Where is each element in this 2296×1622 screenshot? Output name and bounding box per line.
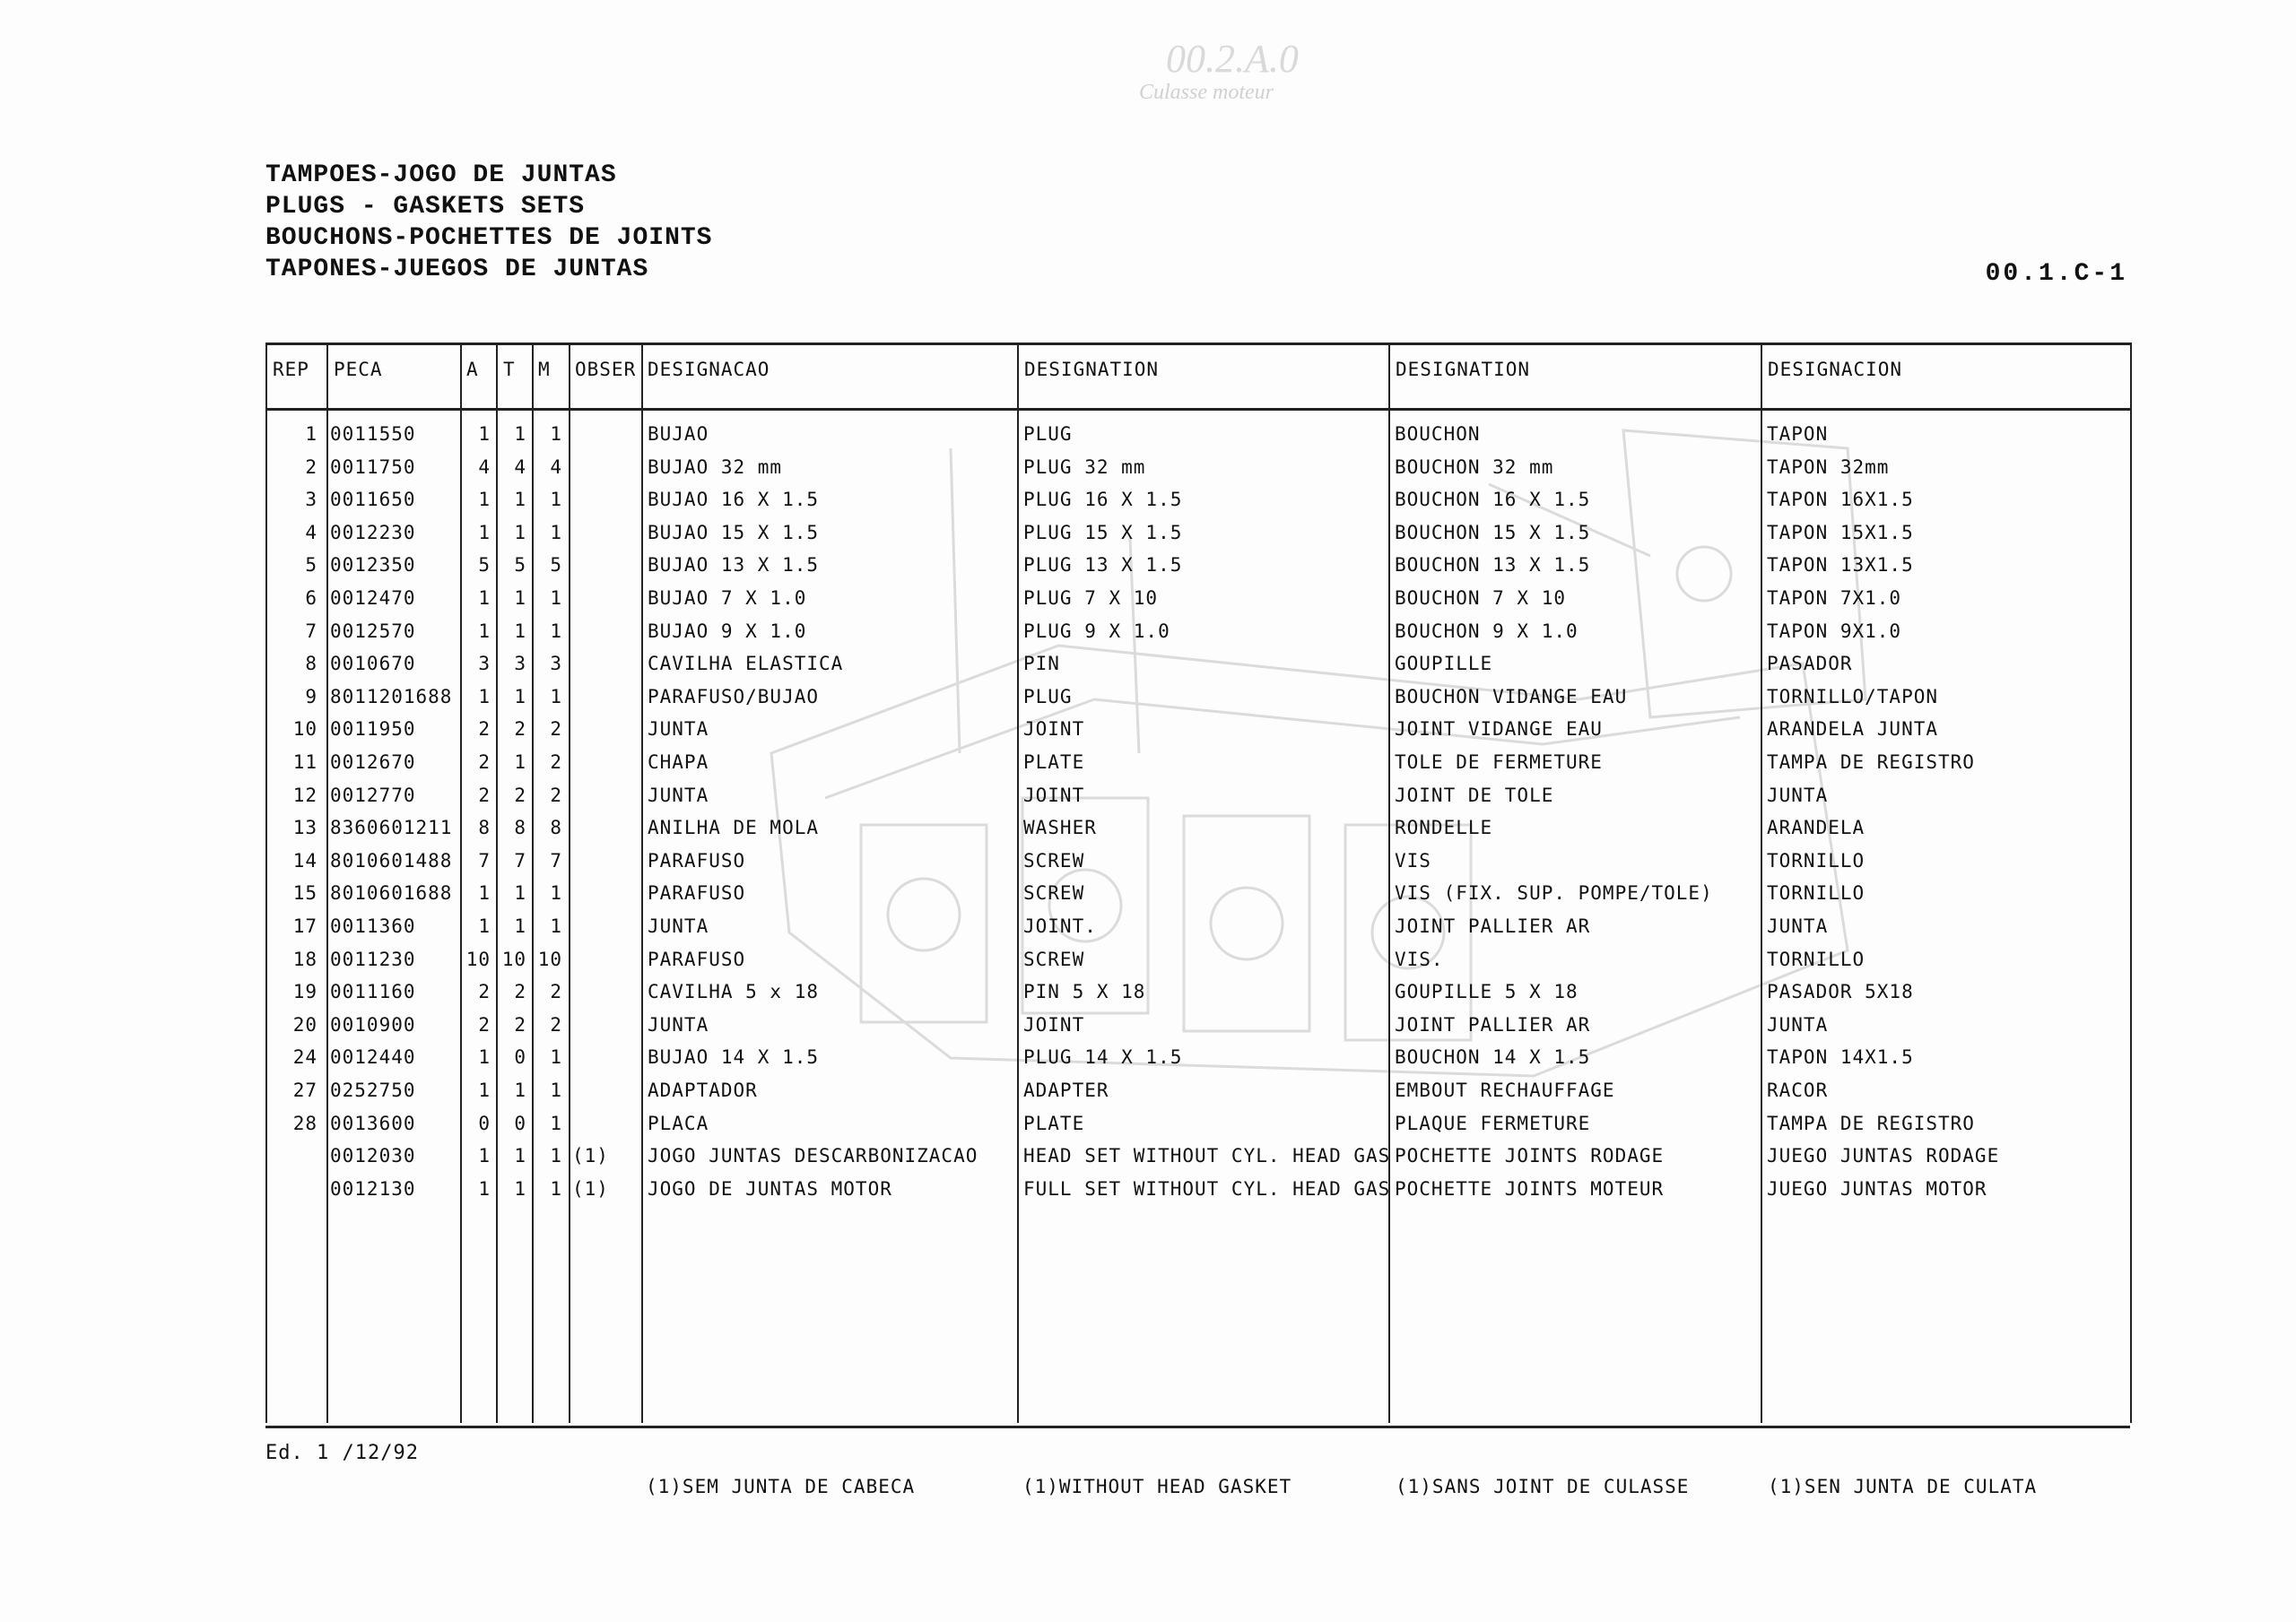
qty-t-cell: 1 bbox=[514, 423, 526, 445]
designacion-cell: TORNILLO bbox=[1767, 849, 1866, 872]
designacion-cell: JUNTA bbox=[1767, 1013, 1829, 1036]
table-row bbox=[265, 522, 2131, 555]
designation-en-cell: PLUG bbox=[1023, 685, 1073, 707]
qty-m-cell: 1 bbox=[550, 521, 562, 543]
qty-a-cell: 1 bbox=[478, 1080, 491, 1101]
qty-m-cell: 1 bbox=[550, 489, 562, 511]
designation-en-cell: PLATE bbox=[1023, 1112, 1085, 1134]
designation-fr-cell: BOUCHON VIDANGE EAU bbox=[1395, 685, 1628, 707]
header-m: M bbox=[538, 359, 551, 380]
header-peca: PECA bbox=[334, 359, 383, 380]
obser-cell: (1) bbox=[572, 1177, 609, 1200]
designacion-cell: PASADOR 5X18 bbox=[1767, 981, 1914, 1003]
part-number-cell: 0012470 bbox=[330, 587, 416, 609]
qty-a-cell: 10 bbox=[465, 948, 491, 970]
qty-t-cell: 10 bbox=[501, 948, 526, 970]
designacion-cell: TAPON 15X1.5 bbox=[1767, 521, 1914, 543]
designation-en-cell: SCREW bbox=[1023, 882, 1085, 905]
designacao-cell: CAVILHA ELASTICA bbox=[648, 653, 844, 675]
qty-t-cell: 1 bbox=[514, 587, 526, 609]
header-designation-fr: DESIGNATION bbox=[1396, 359, 1531, 380]
qty-a-cell: 1 bbox=[478, 521, 491, 543]
designacion-cell: TORNILLO bbox=[1767, 948, 1866, 970]
rep-cell: 28 bbox=[292, 1112, 317, 1134]
qty-a-cell: 1 bbox=[478, 620, 491, 642]
designacao-cell: PARAFUSO bbox=[648, 948, 746, 970]
designacao-cell: BUJAO 7 X 1.0 bbox=[648, 587, 807, 609]
designacao-cell: CHAPA bbox=[648, 751, 709, 773]
header-designacao: DESIGNACAO bbox=[648, 359, 770, 380]
designation-en-cell: PLUG 7 X 10 bbox=[1023, 587, 1159, 609]
part-number-cell: 0013600 bbox=[330, 1112, 416, 1134]
designation-en-cell: PIN bbox=[1023, 653, 1060, 675]
designation-fr-cell: BOUCHON 9 X 1.0 bbox=[1395, 620, 1578, 642]
designacao-cell: ADAPTADOR bbox=[648, 1080, 758, 1101]
rep-cell: 15 bbox=[292, 882, 317, 905]
table-row bbox=[265, 1080, 2131, 1113]
designation-en-cell: PLUG 13 X 1.5 bbox=[1023, 554, 1183, 577]
qty-m-cell: 1 bbox=[550, 915, 562, 937]
designacion-cell: TAPON 16X1.5 bbox=[1767, 489, 1914, 511]
part-number-cell: 0012030 bbox=[330, 1145, 416, 1167]
part-number-cell: 0011360 bbox=[330, 915, 416, 937]
rep-cell: 11 bbox=[292, 751, 317, 773]
part-number-cell: 0011750 bbox=[330, 455, 416, 478]
designacion-cell: TAPON 13X1.5 bbox=[1767, 554, 1914, 577]
qty-a-cell: 2 bbox=[478, 718, 491, 741]
qty-m-cell: 7 bbox=[550, 849, 562, 872]
qty-a-cell: 1 bbox=[478, 685, 491, 707]
page-reference: 00.1.C-1 bbox=[1985, 260, 2127, 288]
designation-en-cell: FULL SET WITHOUT CYL. HEAD GAS bbox=[1023, 1177, 1391, 1200]
qty-m-cell: 1 bbox=[550, 1080, 562, 1101]
part-number-cell: 0012130 bbox=[330, 1177, 416, 1200]
qty-t-cell: 1 bbox=[514, 882, 526, 905]
part-number-cell: 0011650 bbox=[330, 489, 416, 511]
designation-fr-cell: JOINT PALLIER AR bbox=[1395, 915, 1591, 937]
part-number-cell: 0012230 bbox=[330, 521, 416, 543]
rep-cell: 10 bbox=[292, 718, 317, 741]
designacion-cell: TAMPA DE REGISTRO bbox=[1767, 751, 1975, 773]
designacao-cell: CAVILHA 5 x 18 bbox=[648, 981, 820, 1003]
designation-fr-cell: RONDELLE bbox=[1395, 817, 1493, 839]
qty-m-cell: 1 bbox=[550, 882, 562, 905]
designacao-cell: BUJAO 14 X 1.5 bbox=[648, 1046, 820, 1069]
designacion-cell: TAPON 14X1.5 bbox=[1767, 1046, 1914, 1069]
qty-m-cell: 1 bbox=[550, 587, 562, 609]
table-row bbox=[265, 1178, 2131, 1211]
header-separator bbox=[265, 408, 2132, 411]
designacao-cell: JUNTA bbox=[648, 718, 709, 741]
part-number-cell: 0012570 bbox=[330, 620, 416, 642]
qty-a-cell: 1 bbox=[478, 882, 491, 905]
qty-a-cell: 8 bbox=[478, 817, 491, 839]
qty-t-cell: 1 bbox=[514, 685, 526, 707]
designacion-cell: TAPON 32mm bbox=[1767, 455, 1890, 478]
designacao-cell: JUNTA bbox=[648, 784, 709, 806]
qty-a-cell: 1 bbox=[478, 1046, 491, 1069]
qty-a-cell: 1 bbox=[478, 915, 491, 937]
table-row bbox=[265, 915, 2131, 949]
designation-en-cell: PLUG bbox=[1023, 423, 1073, 445]
qty-a-cell: 4 bbox=[478, 455, 491, 478]
designacao-cell: PARAFUSO bbox=[648, 849, 746, 872]
rep-cell: 6 bbox=[305, 587, 317, 609]
qty-t-cell: 5 bbox=[514, 554, 526, 577]
rep-cell: 13 bbox=[292, 817, 317, 839]
table-row bbox=[265, 751, 2131, 785]
table-row bbox=[265, 850, 2131, 883]
table-row bbox=[265, 1046, 2131, 1080]
table-row bbox=[265, 718, 2131, 751]
part-number-cell: 0012440 bbox=[330, 1046, 416, 1069]
qty-t-cell: 2 bbox=[514, 718, 526, 741]
title-portuguese: TAMPOES-JOGO DE JUNTAS bbox=[265, 161, 617, 189]
designation-en-cell: PLUG 14 X 1.5 bbox=[1023, 1046, 1183, 1069]
designation-fr-cell: JOINT PALLIER AR bbox=[1395, 1013, 1591, 1036]
designation-en-cell: SCREW bbox=[1023, 948, 1085, 970]
qty-t-cell: 1 bbox=[514, 751, 526, 773]
designation-en-cell: JOINT bbox=[1023, 784, 1085, 806]
qty-t-cell: 1 bbox=[514, 620, 526, 642]
designacao-cell: ANILHA DE MOLA bbox=[648, 817, 820, 839]
obser-cell: (1) bbox=[572, 1145, 609, 1167]
table-row bbox=[265, 686, 2131, 719]
designacao-cell: JOGO JUNTAS DESCARBONIZACAO bbox=[648, 1145, 978, 1167]
table-row bbox=[265, 785, 2131, 818]
qty-m-cell: 1 bbox=[550, 620, 562, 642]
rep-cell: 12 bbox=[292, 784, 317, 806]
qty-a-cell: 1 bbox=[478, 587, 491, 609]
designation-fr-cell: POCHETTE JOINTS MOTEUR bbox=[1395, 1177, 1665, 1200]
part-number-cell: 0011950 bbox=[330, 718, 416, 741]
rep-cell: 14 bbox=[292, 849, 317, 872]
qty-a-cell: 2 bbox=[478, 981, 491, 1003]
rep-cell: 2 bbox=[305, 455, 317, 478]
designation-fr-cell: POCHETTE JOINTS RODAGE bbox=[1395, 1145, 1665, 1167]
header-obser: OBSER bbox=[575, 359, 637, 380]
designacao-cell: BUJAO 15 X 1.5 bbox=[648, 521, 820, 543]
designacion-cell: TAPON 9X1.0 bbox=[1767, 620, 1902, 642]
rep-cell: 18 bbox=[292, 948, 317, 970]
part-number-cell: 8010601688 bbox=[330, 882, 453, 905]
rep-cell: 3 bbox=[305, 489, 317, 511]
table-row bbox=[265, 653, 2131, 686]
table-row bbox=[265, 423, 2131, 456]
table-row bbox=[265, 981, 2131, 1014]
header-designation-en: DESIGNATION bbox=[1024, 359, 1160, 380]
qty-m-cell: 1 bbox=[550, 685, 562, 707]
qty-t-cell: 3 bbox=[514, 653, 526, 675]
part-number-cell: 8010601488 bbox=[330, 849, 453, 872]
footnote-french: (1)SANS JOINT DE CULASSE bbox=[1396, 1476, 1690, 1497]
header-rep: REP bbox=[273, 359, 309, 380]
part-number-cell: 0252750 bbox=[330, 1080, 416, 1101]
table-row bbox=[265, 620, 2131, 654]
qty-a-cell: 1 bbox=[478, 489, 491, 511]
table-row bbox=[265, 1014, 2131, 1047]
table-row bbox=[265, 554, 2131, 587]
part-number-cell: 0011160 bbox=[330, 981, 416, 1003]
designacao-cell: PARAFUSO/BUJAO bbox=[648, 685, 820, 707]
designacion-cell: JUNTA bbox=[1767, 915, 1829, 937]
qty-m-cell: 2 bbox=[550, 1013, 562, 1036]
designacion-cell: TORNILLO bbox=[1767, 882, 1866, 905]
qty-a-cell: 1 bbox=[478, 1145, 491, 1167]
qty-t-cell: 1 bbox=[514, 521, 526, 543]
qty-t-cell: 1 bbox=[514, 489, 526, 511]
qty-m-cell: 10 bbox=[537, 948, 562, 970]
designation-en-cell: PLUG 15 X 1.5 bbox=[1023, 521, 1183, 543]
rep-cell: 17 bbox=[292, 915, 317, 937]
part-number-cell: 0010900 bbox=[330, 1013, 416, 1036]
qty-a-cell: 1 bbox=[478, 423, 491, 445]
footnote-english: (1)WITHOUT HEAD GASKET bbox=[1022, 1476, 1292, 1497]
qty-m-cell: 8 bbox=[550, 817, 562, 839]
qty-a-cell: 1 bbox=[478, 1177, 491, 1200]
designacao-cell: PLACA bbox=[648, 1112, 709, 1134]
qty-m-cell: 3 bbox=[550, 653, 562, 675]
header-designacion: DESIGNACION bbox=[1768, 359, 1903, 380]
designacion-cell: JUEGO JUNTAS RODAGE bbox=[1767, 1145, 2000, 1167]
table-row bbox=[265, 489, 2131, 522]
designation-fr-cell: BOUCHON bbox=[1395, 423, 1481, 445]
rep-cell: 4 bbox=[305, 521, 317, 543]
document-titles bbox=[265, 160, 712, 285]
designation-en-cell: JOINT bbox=[1023, 718, 1085, 741]
qty-m-cell: 2 bbox=[550, 718, 562, 741]
designation-fr-cell: VIS bbox=[1395, 849, 1431, 872]
designation-fr-cell: GOUPILLE bbox=[1395, 653, 1493, 675]
designation-fr-cell: VIS. bbox=[1395, 948, 1444, 970]
qty-m-cell: 4 bbox=[550, 455, 562, 478]
designacion-cell: TAPON bbox=[1767, 423, 1829, 445]
qty-t-cell: 7 bbox=[514, 849, 526, 872]
designation-fr-cell: BOUCHON 16 X 1.5 bbox=[1395, 489, 1591, 511]
qty-t-cell: 4 bbox=[514, 455, 526, 478]
designacion-cell: PASADOR bbox=[1767, 653, 1853, 675]
part-number-cell: 0011550 bbox=[330, 423, 416, 445]
title-french: BOUCHONS-POCHETTES DE JOINTS bbox=[265, 224, 713, 252]
table-row bbox=[265, 817, 2131, 850]
designacion-cell: JUEGO JUNTAS MOTOR bbox=[1767, 1177, 1987, 1200]
qty-a-cell: 2 bbox=[478, 1013, 491, 1036]
table-row bbox=[265, 1145, 2131, 1178]
designacion-cell: RACOR bbox=[1767, 1080, 1829, 1101]
edition-date: Ed. 1 /12/92 bbox=[265, 1442, 419, 1464]
qty-m-cell: 1 bbox=[550, 423, 562, 445]
part-number-cell: 8360601211 bbox=[330, 817, 453, 839]
qty-t-cell: 2 bbox=[514, 1013, 526, 1036]
table-row bbox=[265, 1113, 2131, 1146]
designation-en-cell: PIN 5 X 18 bbox=[1023, 981, 1146, 1003]
qty-t-cell: 1 bbox=[514, 915, 526, 937]
qty-a-cell: 2 bbox=[478, 784, 491, 806]
rep-cell: 1 bbox=[305, 423, 317, 445]
designation-en-cell: SCREW bbox=[1023, 849, 1085, 872]
qty-a-cell: 0 bbox=[478, 1112, 491, 1134]
qty-m-cell: 2 bbox=[550, 751, 562, 773]
designation-fr-cell: TOLE DE FERMETURE bbox=[1395, 751, 1603, 773]
designation-en-cell: JOINT. bbox=[1023, 915, 1097, 937]
qty-t-cell: 1 bbox=[514, 1177, 526, 1200]
qty-t-cell: 0 bbox=[514, 1112, 526, 1134]
qty-m-cell: 1 bbox=[550, 1046, 562, 1069]
designation-en-cell: PLATE bbox=[1023, 751, 1085, 773]
rep-cell: 9 bbox=[305, 685, 317, 707]
qty-a-cell: 2 bbox=[478, 751, 491, 773]
designacion-cell: TAPON 7X1.0 bbox=[1767, 587, 1902, 609]
part-number-cell: 0012670 bbox=[330, 751, 416, 773]
designation-fr-cell: BOUCHON 13 X 1.5 bbox=[1395, 554, 1591, 577]
title-spanish: TAPONES-JUEGOS DE JUNTAS bbox=[265, 256, 649, 283]
handwritten-sub-note: Culasse moteur bbox=[1139, 81, 1274, 104]
handwritten-page-note: 00.2.A.0 bbox=[1166, 37, 1299, 81]
qty-m-cell: 2 bbox=[550, 784, 562, 806]
title-english: PLUGS - GASKETS SETS bbox=[265, 193, 586, 221]
table-row bbox=[265, 949, 2131, 982]
designacao-cell: BUJAO 16 X 1.5 bbox=[648, 489, 820, 511]
designacion-cell: TAMPA DE REGISTRO bbox=[1767, 1112, 1975, 1134]
qty-t-cell: 2 bbox=[514, 784, 526, 806]
qty-a-cell: 7 bbox=[478, 849, 491, 872]
rep-cell: 8 bbox=[305, 653, 317, 675]
qty-a-cell: 5 bbox=[478, 554, 491, 577]
part-number-cell: 0010670 bbox=[330, 653, 416, 675]
qty-m-cell: 1 bbox=[550, 1112, 562, 1134]
designation-fr-cell: BOUCHON 7 X 10 bbox=[1395, 587, 1567, 609]
qty-t-cell: 8 bbox=[514, 817, 526, 839]
designacao-cell: BUJAO bbox=[648, 423, 709, 445]
qty-t-cell: 1 bbox=[514, 1145, 526, 1167]
rep-cell: 24 bbox=[292, 1046, 317, 1069]
qty-m-cell: 5 bbox=[550, 554, 562, 577]
designacion-cell: ARANDELA bbox=[1767, 817, 1866, 839]
rep-cell: 7 bbox=[305, 620, 317, 642]
qty-a-cell: 3 bbox=[478, 653, 491, 675]
rep-cell: 5 bbox=[305, 554, 317, 577]
part-number-cell: 0011230 bbox=[330, 948, 416, 970]
designacion-cell: TORNILLO/TAPON bbox=[1767, 685, 1939, 707]
designation-fr-cell: PLAQUE FERMETURE bbox=[1395, 1112, 1591, 1134]
designacion-cell: JUNTA bbox=[1767, 784, 1829, 806]
qty-t-cell: 2 bbox=[514, 981, 526, 1003]
designation-en-cell: PLUG 16 X 1.5 bbox=[1023, 489, 1183, 511]
table-row bbox=[265, 456, 2131, 490]
designation-fr-cell: JOINT DE TOLE bbox=[1395, 784, 1554, 806]
designation-fr-cell: BOUCHON 14 X 1.5 bbox=[1395, 1046, 1591, 1069]
footnote-spanish: (1)SEN JUNTA DE CULATA bbox=[1768, 1476, 2038, 1497]
part-number-cell: 8011201688 bbox=[330, 685, 453, 707]
designacao-cell: BUJAO 13 X 1.5 bbox=[648, 554, 820, 577]
qty-m-cell: 1 bbox=[550, 1145, 562, 1167]
designacao-cell: PARAFUSO bbox=[648, 882, 746, 905]
designation-en-cell: JOINT bbox=[1023, 1013, 1085, 1036]
header-a: A bbox=[466, 359, 479, 380]
designacao-cell: JUNTA bbox=[648, 915, 709, 937]
qty-m-cell: 2 bbox=[550, 981, 562, 1003]
designation-fr-cell: EMBOUT RECHAUFFAGE bbox=[1395, 1080, 1615, 1101]
table-row bbox=[265, 882, 2131, 915]
qty-t-cell: 1 bbox=[514, 1080, 526, 1101]
qty-t-cell: 0 bbox=[514, 1046, 526, 1069]
header-t: T bbox=[503, 359, 516, 380]
designacao-cell: JUNTA bbox=[648, 1013, 709, 1036]
designacao-cell: JOGO DE JUNTAS MOTOR bbox=[648, 1177, 892, 1200]
designation-fr-cell: VIS (FIX. SUP. POMPE/TOLE) bbox=[1395, 882, 1713, 905]
rep-cell: 20 bbox=[292, 1013, 317, 1036]
designation-en-cell: PLUG 9 X 1.0 bbox=[1023, 620, 1170, 642]
part-number-cell: 0012350 bbox=[330, 554, 416, 577]
designation-fr-cell: BOUCHON 15 X 1.5 bbox=[1395, 521, 1591, 543]
designacion-cell: ARANDELA JUNTA bbox=[1767, 718, 1939, 741]
designation-en-cell: PLUG 32 mm bbox=[1023, 455, 1146, 478]
rep-cell: 19 bbox=[292, 981, 317, 1003]
rep-cell: 27 bbox=[292, 1080, 317, 1101]
table-row bbox=[265, 587, 2131, 620]
qty-m-cell: 1 bbox=[550, 1177, 562, 1200]
part-number-cell: 0012770 bbox=[330, 784, 416, 806]
designacao-cell: BUJAO 9 X 1.0 bbox=[648, 620, 807, 642]
designation-en-cell: HEAD SET WITHOUT CYL. HEAD GAS bbox=[1023, 1145, 1391, 1167]
designation-en-cell: WASHER bbox=[1023, 817, 1097, 839]
designation-en-cell: ADAPTER bbox=[1023, 1080, 1109, 1101]
designacao-cell: BUJAO 32 mm bbox=[648, 455, 783, 478]
footnote-portuguese: (1)SEM JUNTA DE CABECA bbox=[646, 1476, 916, 1497]
designation-fr-cell: BOUCHON 32 mm bbox=[1395, 455, 1554, 478]
designation-fr-cell: GOUPILLE 5 X 18 bbox=[1395, 981, 1578, 1003]
designation-fr-cell: JOINT VIDANGE EAU bbox=[1395, 718, 1603, 741]
